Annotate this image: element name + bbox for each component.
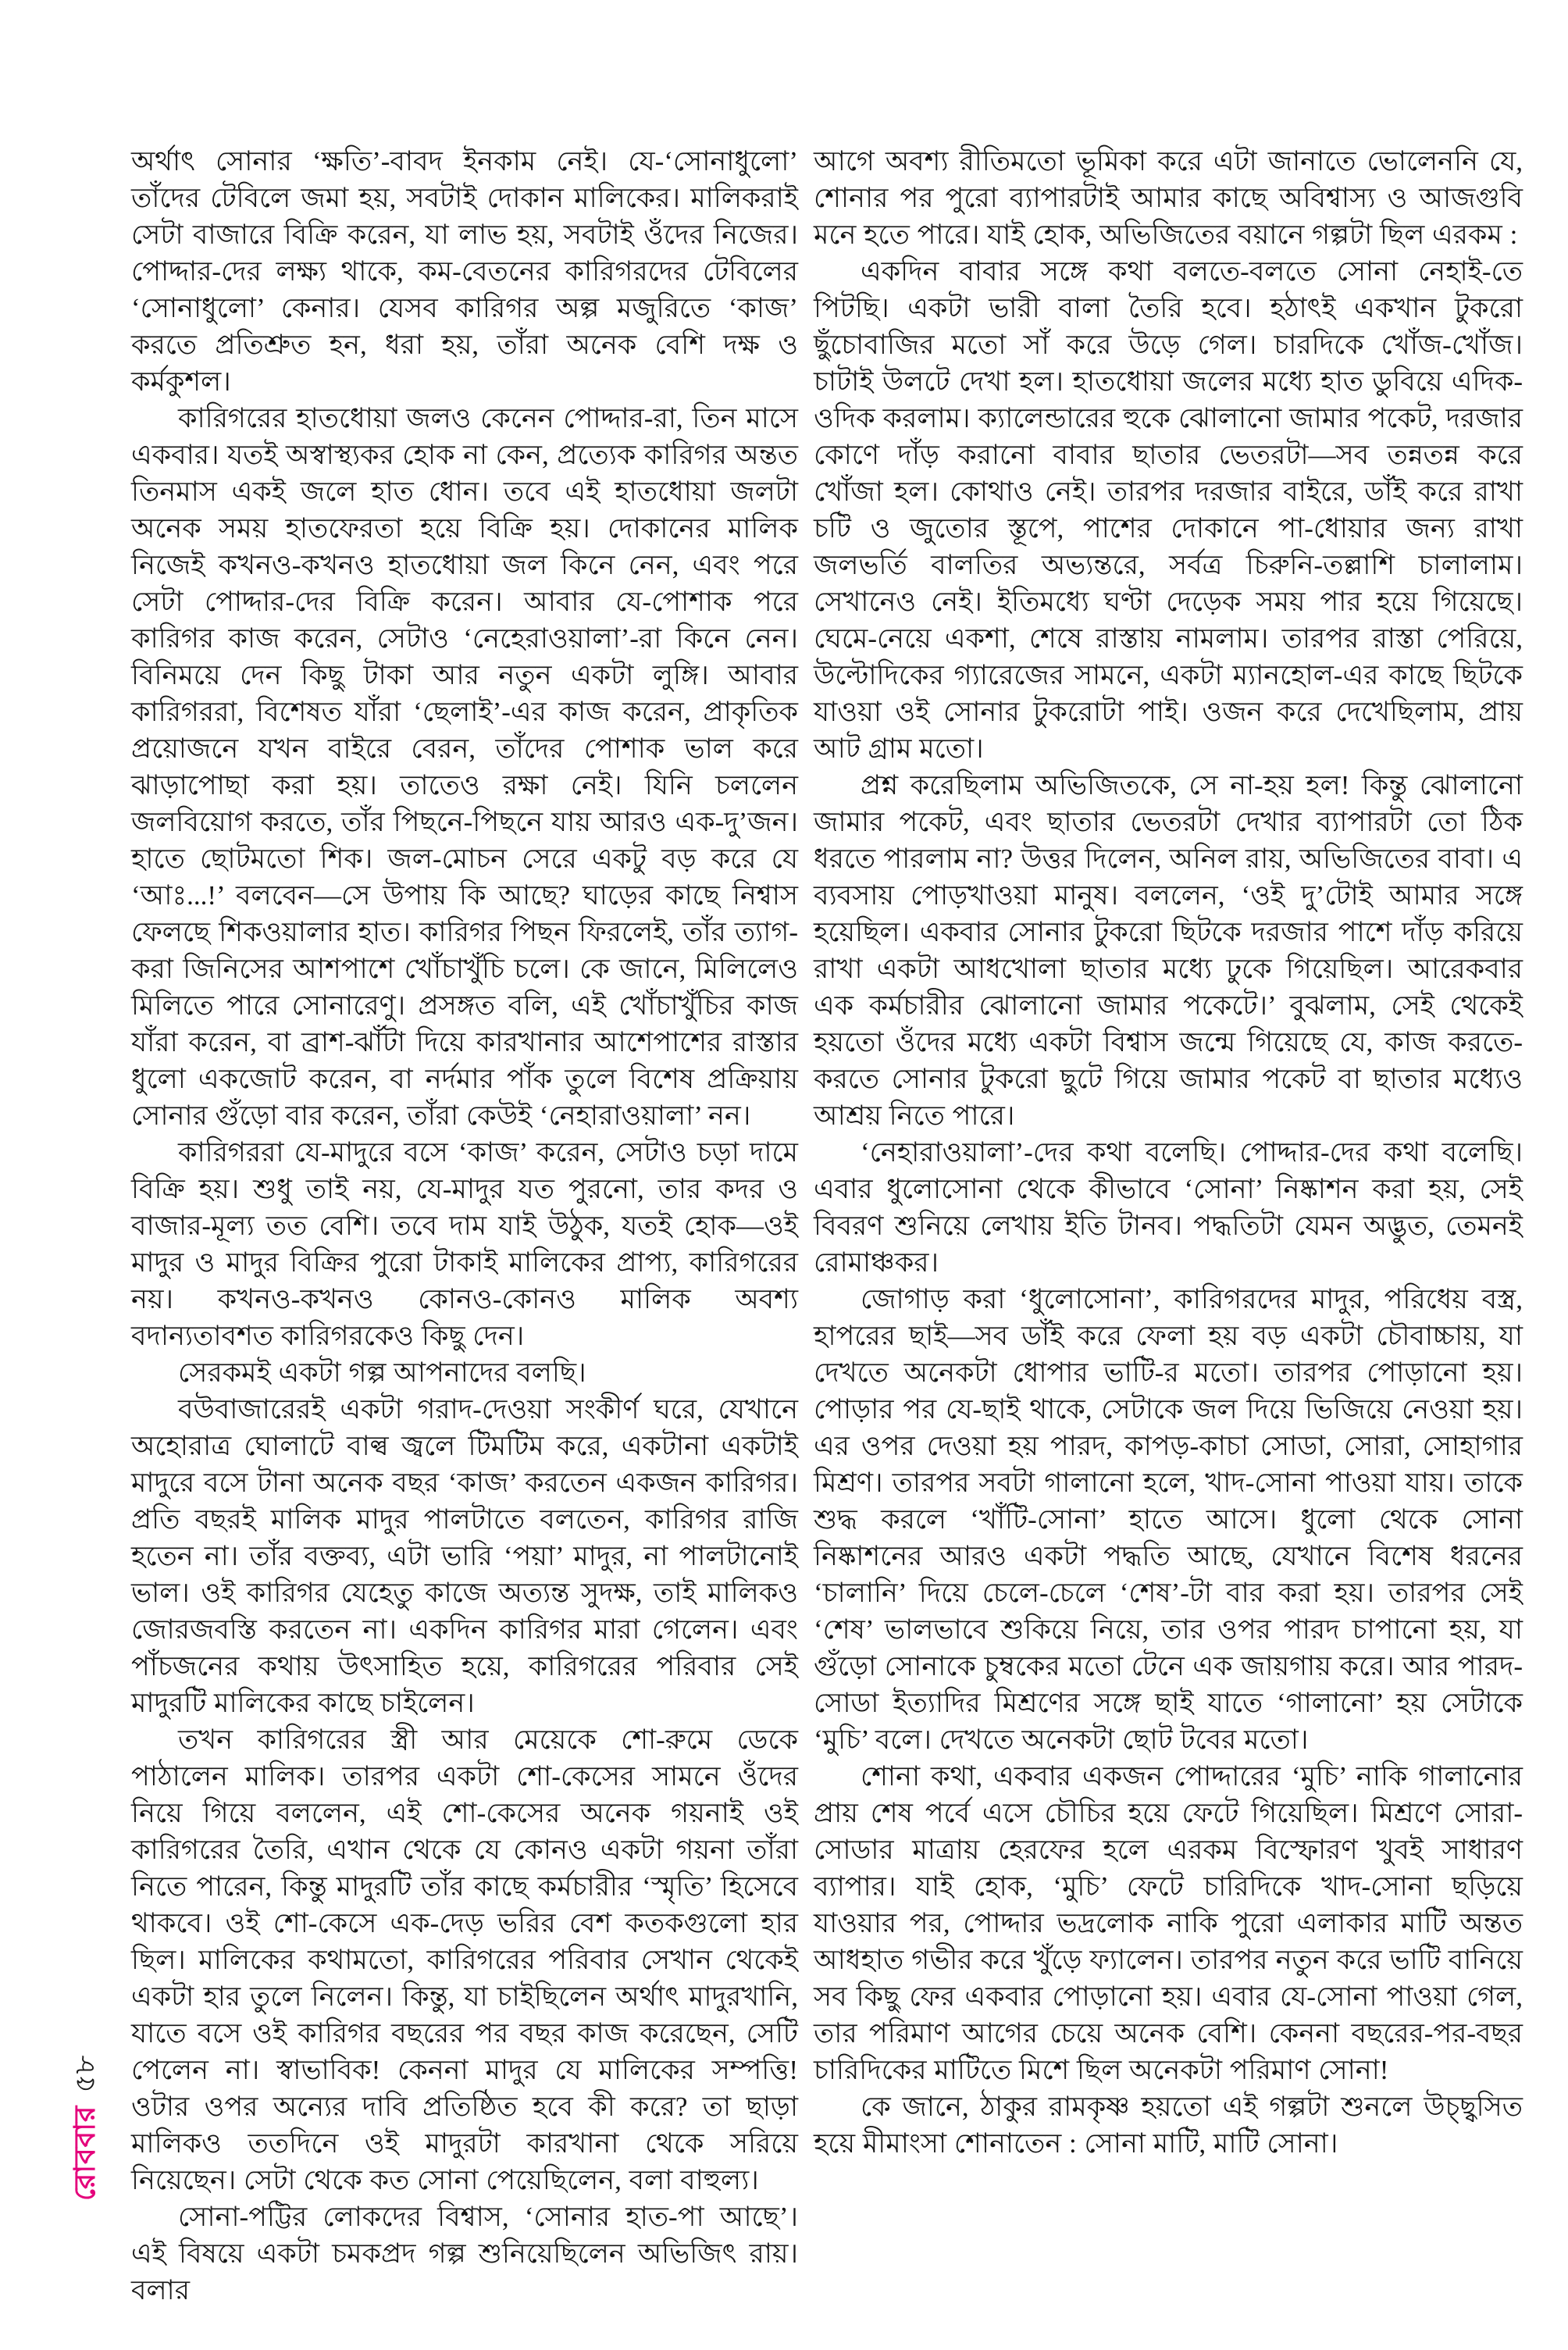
paragraph: কে জানে, ঠাকুর রামকৃষ্ণ হয়তো এই গল্পটা শুনলে উচ্ছ্বসিত হয়ে মীমাংসা শোনাতেন : সোনা মাটি, মাটি সোনা। bbox=[814, 2091, 1523, 2159]
paragraph: বউবাজারেরই একটা গরাদ-দেওয়া সংকীর্ণ ঘরে, যেখানে অহোরাত্র ঘোলাটে বাল্ব জ্বলে টিমটিম করে, একটানা একটাই মাদুরে বসে টানা অনেক বছর ‘কাজ’ করতেন একজন কারিগর। প্রতি বছরই মালিক মাদুর পালটাতে বলতেন, কারিগর রাজি হতেন না। তাঁর বক্তব্য, এটা ভারি ‘পয়া’ মাদুর, না পালটানোই ভাল। ওই কারিগর যেহেতু কাজে অত্যন্ত সুদক্ষ, তাই মালিকও জোরজবস্তি করতেন না। একদিন কারিগর মারা গেলেন। এবং পাঁচজনের কথায় উৎসাহিত হয়ে, কারিগরের পরিবার সেই মাদুরটি মালিকের কাছে চাইলেন। bbox=[131, 1394, 798, 1718]
paragraph: আগে অবশ্য রীতিমতো ভূমিকা করে এটা জানাতে ভোলেননি যে, শোনার পর পুরো ব্যাপারটাই আমার কাছে অবিশ্বাস্য ও আজগুবি মনে হতে পারে। যাই হোক, অভিজিতের বয়ানে গল্পটা ছিল এরকম : bbox=[814, 146, 1523, 250]
text-column-left bbox=[131, 143, 798, 2309]
paragraph: জোগাড় করা ‘ধুলোসোনা’, কারিগরদের মাদুর, পরিধেয় বস্ত্র, হাপরের ছাই—সব ডাঁই করে ফেলা হয় বড় একটা চৌবাচ্চায়, যা দেখতে অনেকটা ধোপার ভাটি-র মতো। তারপর পোড়ানো হয়। পোড়ার পর যে-ছাই থাকে, সেটাকে জল দিয়ে ভিজিয়ে নেওয়া হয়। এর ওপর দেওয়া হয় পারদ, কাপড়-কাচা সোডা, সোরা, সোহাগার মিশ্রণ। তারপর সবটা গালানো হলে, খাদ-সোনা পাওয়া যায়। তাকে শুদ্ধ করলে ‘খাঁটি-সোনা’ হাতে আসে। ধুলো থেকে সোনা নিষ্কাশনের আরও একটা পদ্ধতি আছে, যেখানে বিশেষ ধরনের ‘চালানি’ দিয়ে চেলে-চেলে ‘শেষ’-টা বার করা হয়। তারপর সেই ‘শেষ’ ভালভাবে শুকিয়ে নিয়ে, তার ওপর পারদ চাপানো হয়, যা গুঁড়ো সোনাকে চুম্বকের মতো টেনে এক জায়গায় করে। আর পারদ-সোডা ইত্যাদির মিশ্রণের সঙ্গে ছাই যাতে ‘গালানো’ হয় সেটাকে ‘মুচি’ বলে। দেখতে অনেকটা ছোট টবের মতো। bbox=[814, 1284, 1523, 1755]
paragraph: শোনা কথা, একবার একজন পোদ্দারের ‘মুচি’ নাকি গালানোর প্রায় শেষ পর্বে এসে চৌচির হয়ে ফেটে গিয়েছিল। মিশ্রণে সোরা-সোডার মাত্রায় হেরফের হলে এরকম বিস্ফোরণ খুবই সাধারণ ব্যাপার। যাই হোক, ‘মুচি’ ফেটে চারিদিকে খাদ-সোনা ছড়িয়ে যাওয়ার পর, পোদ্দার ভদ্রলোক নাকি পুরো এলাকার মাটি অন্তত আধহাত গভীর করে খুঁড়ে ফ্যালেন। তারপর নতুন করে ভাটি বানিয়ে সব কিছু ফের একবার পোড়ানো হয়। এবার যে-সোনা পাওয়া গেল, তার পরিমাণ আগের চেয়ে অনেক বেশি। কেননা বছরের-পর-বছর চারিদিকের মাটিতে মিশে ছিল অনেকটা পরিমাণ সোনা! bbox=[814, 1761, 1523, 2085]
paragraph: সোনা-পট্টির লোকদের বিশ্বাস, ‘সোনার হাত-পা আছে’। এই বিষয়ে একটা চমকপ্রদ গল্প শুনিয়েছিলেন অভিজিৎ রায়। বলার bbox=[131, 2202, 798, 2305]
paragraph: কারিগররা যে-মাদুরে বসে ‘কাজ’ করেন, সেটাও চড়া দামে বিক্রি হয়। শুধু তাই নয়, যে-মাদুর যত পুরনো, তার কদর ও বাজার-মূল্য তত বেশি। তবে দাম যাই উঠুক, যতই হোক—ওই মাদুর ও মাদুর বিক্রির পুরো টাকাই মালিকের প্রাপ্য, কারিগরের নয়। কখনও-কখনও কোনও-কোনও মালিক অবশ্য বদান্যতাবশত কারিগরকেও কিছু দেন। bbox=[131, 1137, 798, 1351]
paragraph: ‘নেহারাওয়ালা’-দের কথা বলেছি। পোদ্দার-দের কথা বলেছি। এবার ধুলোসোনা থেকে কীভাবে ‘সোনা’ নিষ্কাশন করা হয়, সেই বিবরণ শুনিয়ে লেখায় ইতি টানব। পদ্ধতিটা যেমন অদ্ভুত, তেমনই রোমাঞ্চকর। bbox=[814, 1137, 1523, 1278]
text-column-right bbox=[814, 143, 1523, 2162]
paragraph: একদিন বাবার সঙ্গে কথা বলতে-বলতে সোনা নেহাই-তে পিটছি। একটা ভারী বালা তৈরি হবে। হঠাৎই একখান টুকরো ছুঁচোবাজির মতো সাঁ করে উড়ে গেল। চারদিকে খোঁজ-খোঁজ। চাটাই উলটে দেখা হল। হাতধোয়া জলের মধ্যে হাত ডুবিয়ে এদিক-ওদিক করলাম। ক্যালেন্ডারের হুকে ঝোলানো জামার পকেট, দরজার কোণে দাঁড় করানো বাবার ছাতার ভেতরটা—সব তন্নতন্ন করে খোঁজা হল। কোথাও নেই। তারপর দরজার বাইরে, ডাঁই করে রাখা চটি ও জুতোর স্তূপে, পাশের দোকানে পা-ধোয়ার জন্য রাখা জলভর্তি বালতির অভ্যন্তরে, সর্বত্র চিরুনি-তল্লাশি চালালাম। সেখানেও নেই। ইতিমধ্যে ঘণ্টা দেড়েক সময় পার হয়ে গিয়েছে। ঘেমে-নেয়ে একশা, শেষে রাস্তায় নামলাম। তারপর রাস্তা পেরিয়ে, উল্টোদিকের গ্যারেজের সামনে, একটা ম্যানহোল-এর কাছে ছিটকে যাওয়া ওই সোনার টুকরোটা পাই। ওজন করে দেখেছিলাম, প্রায় আট গ্রাম মতো। bbox=[814, 256, 1523, 764]
paragraph: কারিগরের হাতধোয়া জলও কেনেন পোদ্দার-রা, তিন মাসে একবার। যতই অস্বাস্থ্যকর হোক না কেন, প্রত্যেক কারিগর অন্তত তিনমাস একই জলে হাত ধোন। তবে এই হাতধোয়া জলটা অনেক সময় হাতফেরতা হয়ে বিক্রি হয়। দোকানের মালিক নিজেই কখনও-কখনও হাতধোয়া জল কিনে নেন, এবং পরে সেটা পোদ্দার-দের বিক্রি করেন। আবার যে-পোশাক পরে কারিগর কাজ করেন, সেটাও ‘নেহেরাওয়ালা’-রা কিনে নেন। বিনিময়ে দেন কিছু টাকা আর নতুন একটা লুঙ্গি। আবার কারিগররা, বিশেষত যাঁরা ‘ছেলাই’-এর কাজ করেন, প্রাকৃতিক প্রয়োজনে যখন বাইরে বেরন, তাঁদের পোশাক ভাল করে ঝাড়াপোছা করা হয়। তাতেও রক্ষা নেই। যিনি চললেন জলবিয়োগ করতে, তাঁর পিছনে-পিছনে যায় আরও এক-দু’জন। হাতে ছোটমতো শিক। জল-মোচন সেরে একটু বড় করে যে ‘আঃ...!’ বলবেন—সে উপায় কি আছে? ঘাড়ের কাছে নিশ্বাস ফেলছে শিকওয়ালার হাত। কারিগর পিছন ফিরলেই, তাঁর ত্যাগ-করা জিনিসের আশপাশে খোঁচাখুঁচি চলে। কে জানে, মিলিলেও মিলিতে পারে সোনারেণু। প্রসঙ্গত বলি, এই খোঁচাখুঁচির কাজ যাঁরা করেন, বা ব্রাশ-ঝাঁটা দিয়ে কারখানার আশেপাশের রাস্তার ধুলো একজোট করেন, বা নর্দমার পাঁক তুলে বিশেষ প্রক্রিয়ায় সোনার গুঁড়ো বার করেন, তাঁরা কেউই ‘নেহারাওয়ালা’ নন। bbox=[131, 403, 798, 1131]
margin-label bbox=[69, 1967, 103, 2201]
paragraph: প্রশ্ন করেছিলাম অভিজিতকে, সে না-হয় হল! কিন্তু ঝোলানো জামার পকেট, এবং ছাতার ভেতরটা দেখার ব্যাপারটা তো ঠিক ধরতে পারলাম না? উত্তর দিলেন, অনিল রায়, অভিজিতের বাবা। এ ব্যবসায় পোড়খাওয়া মানুষ। বললেন, ‘ওই দু’টোই আমার সঙ্গে হয়েছিল। একবার সোনার টুকরো ছিটকে দরজার পাশে দাঁড় করিয়ে রাখা একটা আধখোলা ছাতার মধ্যে ঢুকে গিয়েছিল। আরেকবার এক কর্মচারীর ঝোলানো জামার পকেটে।’ বুঝলাম, সেই থেকেই হয়তো ওঁদের মধ্যে একটা বিশ্বাস জন্মে গিয়েছে যে, কাজ করতে-করতে সোনার টুকরো ছুটে গিয়ে জামার পকেট বা ছাতার মধ্যেও আশ্রয় নিতে পারে। bbox=[814, 770, 1523, 1131]
paragraph: অর্থাৎ সোনার ‘ক্ষতি’-বাবদ ইনকাম নেই। যে-‘সোনাধুলো’ তাঁদের টেবিলে জমা হয়, সবটাই দোকান মালিকের। মালিকরাই সেটা বাজারে বিক্রি করেন, যা লাভ হয়, সবটাই ওঁদের নিজের। পোদ্দার-দের লক্ষ্য থাকে, কম-বেতনের কারিগরদের টেবিলের ‘সোনাধুলো’ কেনার। যেসব কারিগর অল্প মজুরিতে ‘কাজ’ করতে প্রতিশ্রুত হন, ধরা হয়, তাঁরা অনেক বেশি দক্ষ ও কর্মকুশল। bbox=[131, 146, 798, 397]
page-number: ৫৮ bbox=[69, 2055, 102, 2093]
paragraph: সেরকমই একটা গল্প আপনাদের বলছি। bbox=[178, 1357, 586, 1388]
magazine-name: রোববার bbox=[69, 2105, 102, 2201]
paragraph: তখন কারিগরের স্ত্রী আর মেয়েকে শো-রুমে ডেকে পাঠালেন মালিক। তারপর একটা শো-কেসের সামনে ওঁদের নিয়ে গিয়ে বললেন, এই শো-কেসের অনেক গয়নাই ওই কারিগরের তৈরি, এখান থেকে যে কোনও একটা গয়না তাঁরা নিতে পারেন, কিন্তু মাদুরটি তাঁর কাছে কর্মচারীর ‘স্মৃতি’ হিসেবে থাকবে। ওই শো-কেসে এক-দেড় ভরির বেশ কতকগুলো হার ছিল। মালিকের কথামতো, কারিগরের পরিবার সেখান থেকেই একটা হার তুলে নিলেন। কিন্তু, যা চাইছিলেন অর্থাৎ মাদুরখানি, যাতে বসে ওই কারিগর বছরের পর বছর কাজ করেছেন, সেটি পেলেন না। স্বাভাবিক! কেননা মাদুর যে মালিকের সম্পত্তি! ওটার ওপর অন্যের দাবি প্রতিষ্ঠিত হবে কী করে? তা ছাড়া মালিকও ততদিনে ওই মাদুরটা কারখানা থেকে সরিয়ে নিয়েছেন। সেটা থেকে কত সোনা পেয়েছিলেন, বলা বাহুল্য। bbox=[131, 1724, 798, 2195]
